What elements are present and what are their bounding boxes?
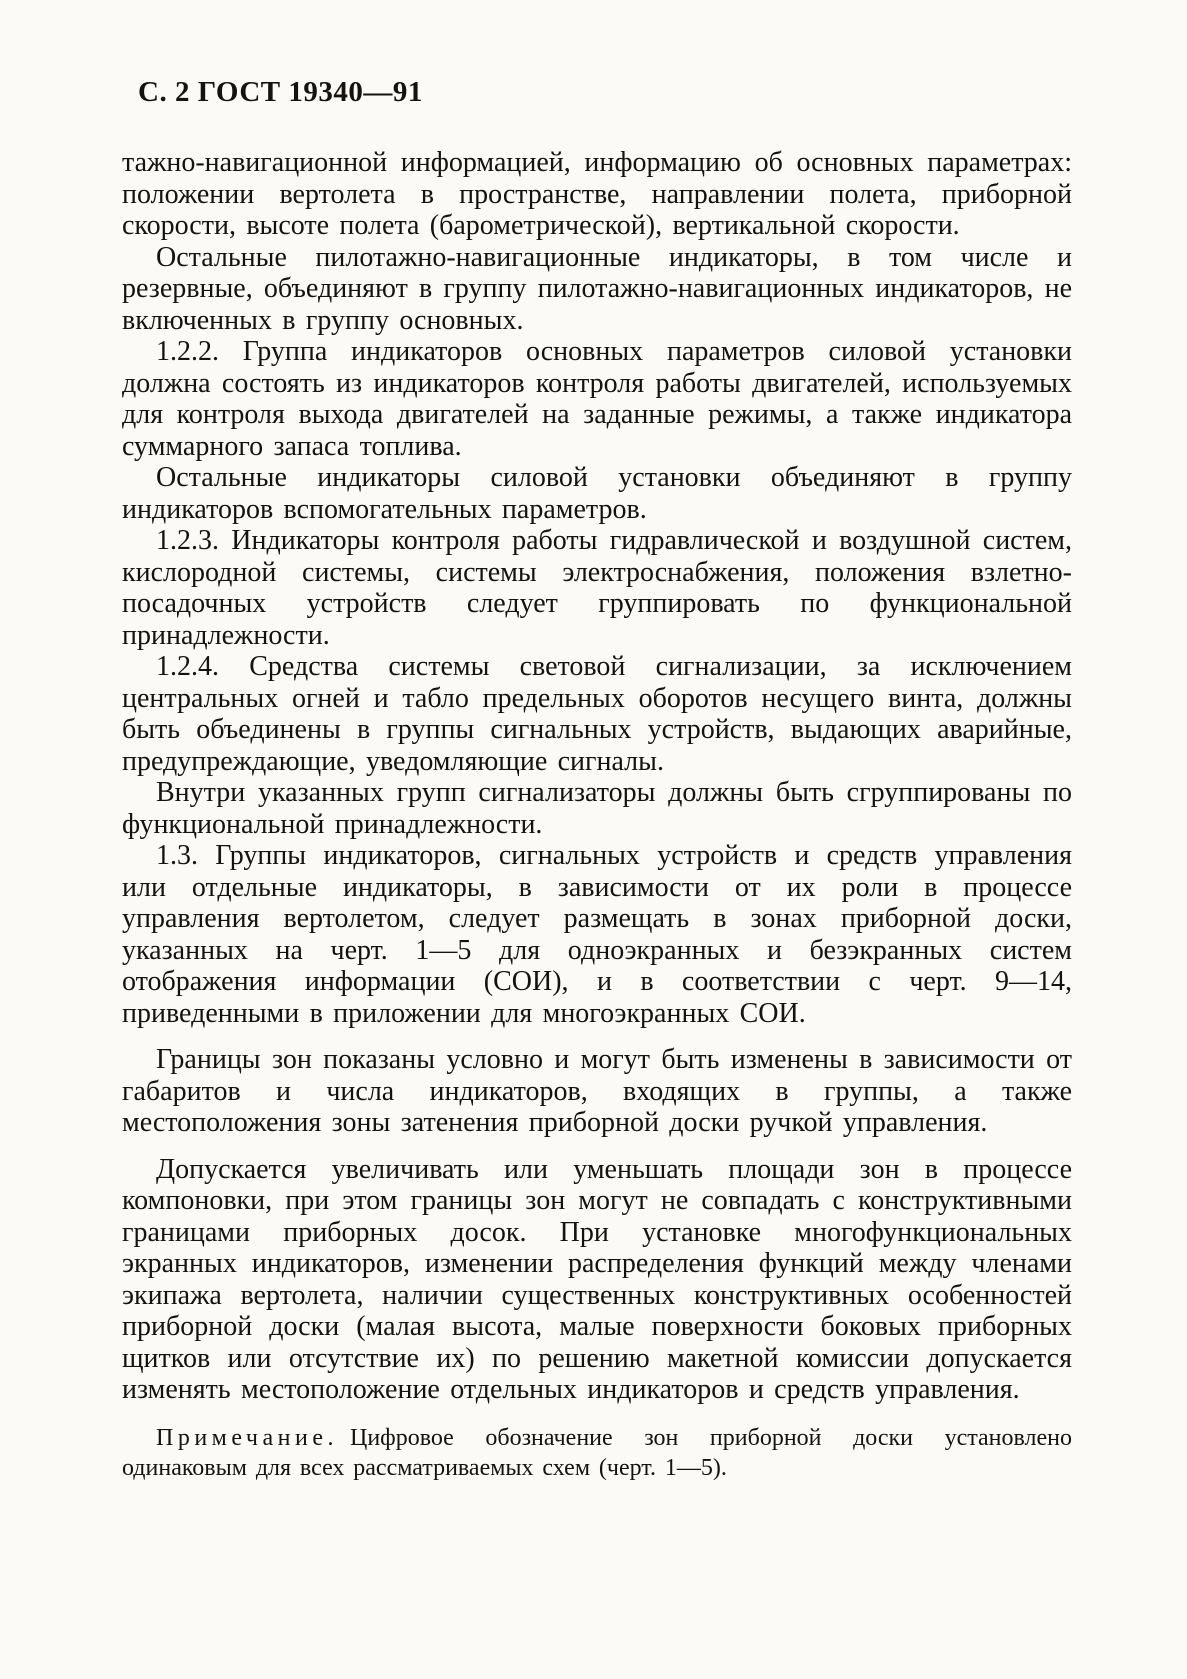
paragraph-power-rest: Остальные индикаторы силовой установки объединяют в группу индикаторов вспомогательных параметров.	[122, 462, 1072, 525]
note-text: Цифровое обозначение зон приборной доски установлено одинаковым для всех рассматриваемых схем (черт. 1—5).	[122, 1424, 1072, 1481]
note-label: Примечание.	[156, 1424, 338, 1451]
paragraph-pilot-nav-rest: Остальные пилотажно-навигационные индикаторы, в том числе и резервные, объединяют в группу пилотажно-навигационных индикаторов, не включенных в группу основных.	[122, 241, 1072, 336]
paragraph-clause-1-2-2: 1.2.2. Группа индикаторов основных параметров силовой установки должна состоять из индикаторов контроля работы двигателей, используемых для контроля выхода двигателей на заданные режимы, а также индикатора суммарного запаса топлива.	[122, 336, 1072, 462]
paragraph-continuation: тажно-навигационной информацией, информацию об основных параметрах: положении вертолета в пространстве, направлении полета, приборной скорости, высоте полета (барометрической), вертикальной скорости.	[122, 147, 1072, 241]
text-column	[122, 76, 1072, 1483]
document-body	[122, 147, 1072, 1483]
paragraph-groups-inside: Внутри указанных групп сигнализаторы должны быть сгруппированы по функциональной принадлежности.	[122, 777, 1072, 840]
paragraph-clause-1-2-4: 1.2.4. Средства системы световой сигнализации, за исключением центральных огней и табло предельных оборотов несущего винта, должны быть объединены в группы сигнальных устройств, выдающих аварийные, предупреждающие, уведомляющие сигналы.	[122, 651, 1072, 777]
page-header: С. 2 ГОСТ 19340—91	[138, 76, 423, 108]
note-paragraph	[122, 1423, 1072, 1483]
paragraph-zone-resize: Допускается увеличивать или уменьшать площади зон в процессе компоновки, при этом границы зон могут не совпадать с конструктивными границами приборных досок. При установке многофункциональных экранных индикаторов, изменении распределения функций между членами экипажа вертолета, наличии существенных конструктивных особенностей приборной доски (малая высота, малые поверхности боковых приборных щитков или отсутствие их) по решению макетной комиссии допускается изменять местоположение отдельных индикаторов и средств управления.	[122, 1153, 1072, 1405]
paragraph-clause-1-2-3: 1.2.3. Индикаторы контроля работы гидравлической и воздушной систем, кислородной системы, системы электроснабжения, положения взлетно-посадочных устройств следует группировать по функциональной принадлежности.	[122, 525, 1072, 651]
paragraph-zone-borders: Границы зон показаны условно и могут быть изменены в зависимости от габаритов и числа индикаторов, входящих в группы, а также местоположения зоны затенения приборной доски ручкой управления.	[122, 1044, 1072, 1138]
paragraph-clause-1-3: 1.3. Группы индикаторов, сигнальных устройств и средств управления или отдельные индикаторы, в зависимости от их роли в процессе управления вертолетом, следует размещать в зонах приборной доски, указанных на черт. 1—5 для одноэкранных и безэкранных систем отображения информации (СОИ), и в соответствии с черт. 9—14, приведенными в приложении для многоэкранных СОИ.	[122, 840, 1072, 1029]
